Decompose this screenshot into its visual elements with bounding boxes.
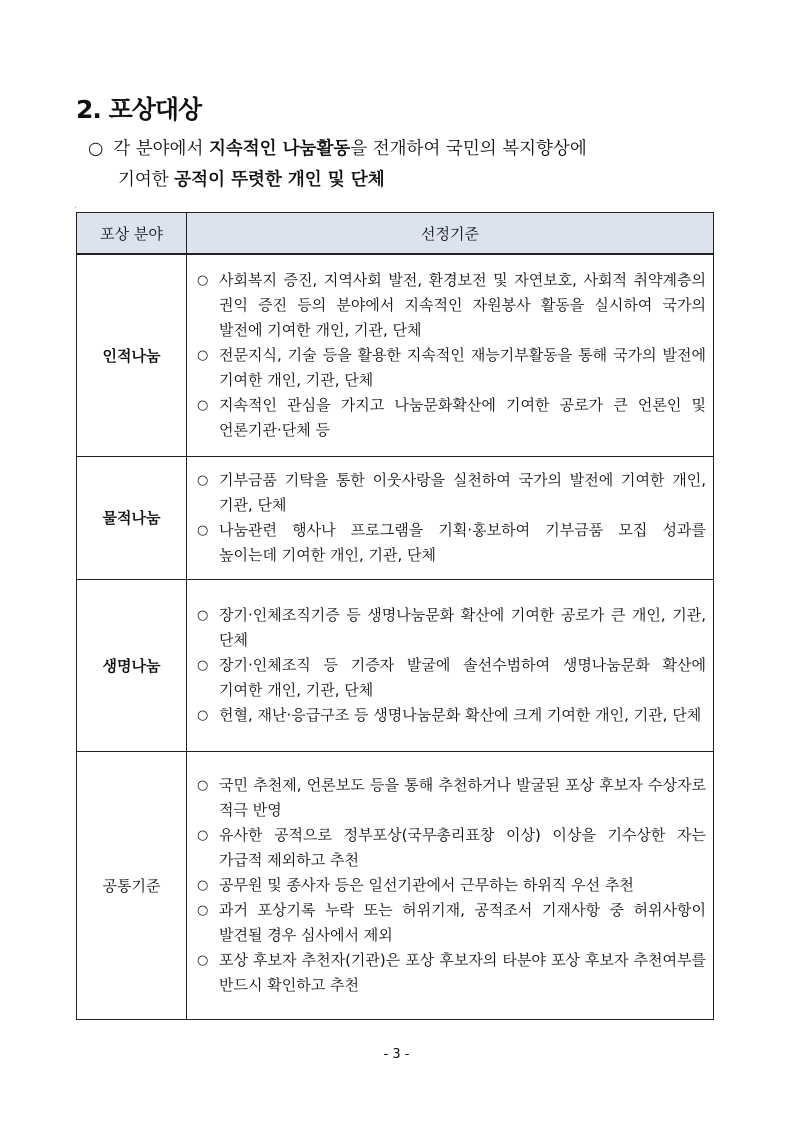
list-item — [197, 393, 706, 443]
circle-bullet-icon: ○ — [197, 827, 209, 843]
list-item-text: 사회복지 증진, 지역사회 발전, 환경보전 및 자연보호, 사회적 취약계층의 권익 증진 등의 분야에서 지속적인 자원봉사 활동을 실시하여 국가의 발전에 기여한 개인, 기관, 단체 — [219, 270, 706, 339]
row-category: 물적나눔 — [77, 456, 187, 579]
list-item-text: 헌혈, 재난·응급구조 등 생명나눔문화 확산에 크게 기여한 개인, 기관, 단체 — [219, 705, 702, 724]
circle-bullet-icon: ○ — [88, 139, 104, 159]
page-number: - 3 - — [383, 1047, 410, 1062]
circle-bullet-icon: ○ — [197, 607, 209, 623]
intro-bold-2: 공적이 뚜렷한 개인 및 단체 — [174, 170, 385, 190]
list-item-text: 장기·인체조직기증 등 생명나눔문화 확산에 기여한 공로가 큰 개인, 기관, 단체 — [219, 605, 706, 649]
table-row — [77, 751, 714, 1019]
circle-bullet-icon: ○ — [197, 272, 209, 288]
intro-bold-1: 지속적인 나눔활동 — [208, 139, 351, 159]
circle-bullet-icon: ○ — [197, 397, 209, 413]
criteria-table — [76, 212, 714, 1020]
row-criteria — [187, 254, 714, 456]
row-category: 공통기준 — [77, 751, 187, 1019]
row-category: 인적나눔 — [77, 254, 187, 456]
table-header-row — [77, 213, 714, 255]
circle-bullet-icon: ○ — [197, 902, 209, 918]
circle-bullet-icon: ○ — [197, 952, 209, 968]
list-item — [197, 948, 706, 998]
list-item-text: 지속적인 관심을 가지고 나눔문화확산에 기여한 공로가 큰 언론인 및 언론기관·단체 등 — [219, 395, 706, 439]
table-row — [77, 456, 714, 579]
circle-bullet-icon: ○ — [197, 472, 209, 488]
circle-bullet-icon: ○ — [197, 707, 209, 723]
header-category: 포상 분야 — [77, 213, 187, 255]
intro-paragraph — [88, 134, 728, 196]
circle-bullet-icon: ○ — [197, 877, 209, 893]
list-item-text: 전문지식, 기술 등을 활용한 지속적인 재능기부활동을 통해 국가의 발전에 기여한 개인, 기관, 단체 — [219, 345, 706, 389]
list-item — [197, 703, 706, 728]
row-criteria — [187, 579, 714, 751]
list-item — [197, 823, 706, 873]
circle-bullet-icon: ○ — [197, 657, 209, 673]
list-item — [197, 898, 706, 948]
row-criteria — [187, 751, 714, 1019]
row-criteria — [187, 456, 714, 579]
list-item-text: 공무원 및 종사자 등은 일선기관에서 근무하는 하위직 우선 추천 — [219, 875, 634, 894]
list-item — [197, 603, 706, 653]
list-item-text: 국민 추천제, 언론보도 등을 통해 추천하거나 발굴된 포상 후보자 수상자로 적극 반영 — [219, 775, 706, 819]
table-row — [77, 579, 714, 751]
list-item-text: 과거 포상기록 누락 또는 허위기재, 공적조서 기재사항 중 허위사항이 발견될 경우 심사에서 제외 — [219, 900, 706, 944]
header-criteria: 선정기준 — [187, 213, 714, 255]
intro-line-1 — [88, 134, 728, 165]
circle-bullet-icon: ○ — [197, 347, 209, 363]
list-item-text: 포상 후보자 추천자(기관)은 포상 후보자의 타분야 포상 후보자 추천여부를 반드시 확인하고 추천 — [219, 950, 706, 994]
row-category: 생명나눔 — [77, 579, 187, 751]
intro-text-3: 기여한 — [118, 170, 175, 190]
intro-line-2 — [88, 165, 728, 196]
list-item — [197, 468, 706, 518]
table-row — [77, 254, 714, 456]
list-item — [197, 653, 706, 703]
list-item-text: 기부금품 기탁을 통한 이웃사랑을 실천하여 국가의 발전에 기여한 개인, 기관, 단체 — [219, 470, 706, 514]
list-item — [197, 518, 706, 568]
list-item-text: 나눔관련 행사나 프로그램을 기획·홍보하여 기부금품 모집 성과를 높이는데 기여한 개인, 기관, 단체 — [219, 520, 706, 564]
stray-dot — [75, 207, 76, 208]
list-item — [197, 873, 706, 898]
circle-bullet-icon: ○ — [197, 522, 209, 538]
section-heading: 2. 포상대상 — [76, 95, 202, 124]
list-item — [197, 773, 706, 823]
list-item-text: 유사한 공적으로 정부포상(국무총리표창 이상) 이상을 기수상한 자는 가급적 제외하고 추천 — [219, 825, 706, 869]
intro-text-1: 각 분야에서 — [113, 139, 209, 159]
circle-bullet-icon: ○ — [197, 777, 209, 793]
intro-text-2: 을 전개하여 국민의 복지향상에 — [350, 139, 587, 159]
list-item — [197, 268, 706, 343]
list-item — [197, 343, 706, 393]
list-item-text: 장기·인체조직 등 기증자 발굴에 솔선수범하여 생명나눔문화 확산에 기여한 개인, 기관, 단체 — [219, 655, 706, 699]
